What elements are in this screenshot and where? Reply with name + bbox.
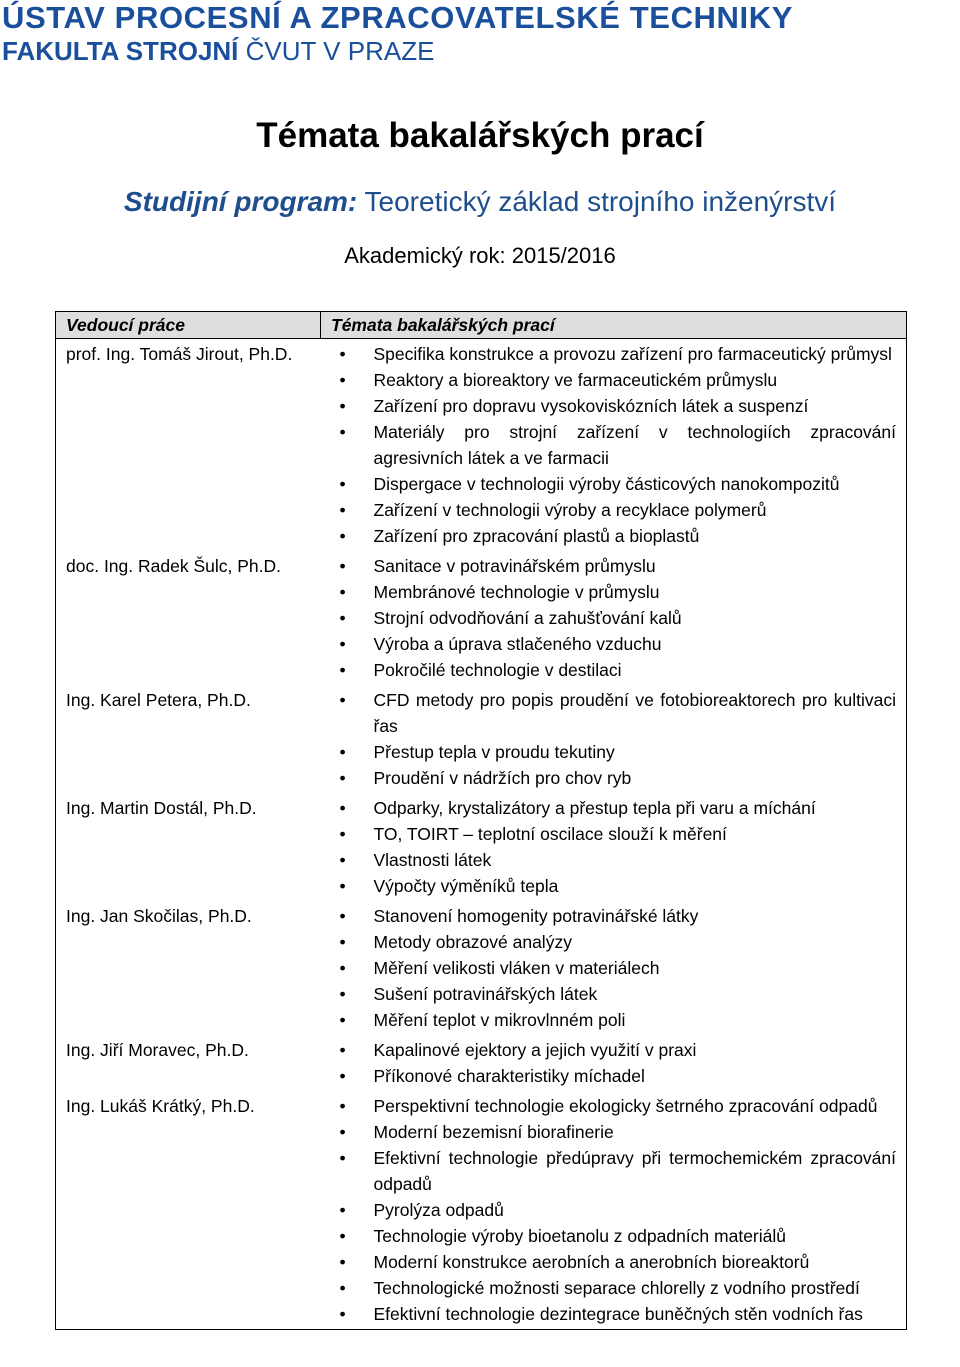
topics-cell [321,1035,907,1091]
topic-item: • Moderní bezemisní biorafinerie [321,1119,897,1145]
topic-item: • Membránové technologie v průmyslu [321,579,897,605]
topic-item: • Dispergace v technologii výroby částicových nanokompozitů [321,471,897,497]
table-row [56,551,907,685]
study-program [0,186,960,218]
topic-item: • Zařízení v technologii výroby a recyklace polymerů [321,497,897,523]
topic-list [321,687,897,791]
topic-item: • Efektivní technologie předúpravy při termochemickém zpracování odpadů [321,1145,897,1197]
topic-item: • Technologické možnosti separace chlorelly z vodního prostředí [321,1275,897,1301]
topic-list [321,1093,897,1327]
topic-item: • Technologie výroby bioetanolu z odpadních materiálů [321,1223,897,1249]
supervisor-cell: Ing. Karel Petera, Ph.D. [56,685,321,793]
topics-cell [321,339,907,552]
topic-item: • CFD metody pro popis proudění ve fotobioreaktorech pro kultivaci řas [321,687,897,739]
topic-list [321,1037,897,1089]
faculty-name [2,36,793,66]
faculty-label: FAKULTA STROJNÍ [2,36,239,66]
topic-item: • Reaktory a bioreaktory ve farmaceutickém průmyslu [321,367,897,393]
study-program-value: Teoretický základ strojního inženýrství [364,186,837,217]
topics-cell [321,901,907,1035]
topic-item: • Moderní konstrukce aerobních a anerobních bioreaktorů [321,1249,897,1275]
supervisor-cell: Ing. Jiří Moravec, Ph.D. [56,1035,321,1091]
topic-item: • Stanovení homogenity potravinářské látky [321,903,897,929]
topic-item: • Měření velikosti vláken v materiálech [321,955,897,981]
topic-item: • Příkonové charakteristiky míchadel [321,1063,897,1089]
topic-item: • Proudění v nádržích pro chov ryb [321,765,897,791]
supervisor-cell: prof. Ing. Tomáš Jirout, Ph.D. [56,339,321,552]
topic-item: • Výroba a úprava stlačeného vzduchu [321,631,897,657]
topic-list [321,795,897,899]
topics-cell [321,551,907,685]
university-label: ČVUT V PRAZE [245,36,435,66]
topic-item: • Sušení potravinářských látek [321,981,897,1007]
topic-item: • Měření teplot v mikrovlnném poli [321,1007,897,1033]
table-row [56,339,907,552]
page-title: Témata bakalářských prací [256,116,704,155]
supervisor-cell: Ing. Martin Dostál, Ph.D. [56,793,321,901]
topics-cell [321,685,907,793]
table-row [56,1091,907,1330]
topic-item: • Sanitace v potravinářském průmyslu [321,553,897,579]
topic-item: • Pokročilé technologie v destilaci [321,657,897,683]
topic-item: • Efektivní technologie dezintegrace buněčných stěn vodních řas [321,1301,897,1327]
table-row [56,1035,907,1091]
topic-item: • Perspektivní technologie ekologicky šetrného zpracování odpadů [321,1093,897,1119]
study-program-label: Studijní program: [123,186,358,217]
topic-item: • Metody obrazové analýzy [321,929,897,955]
supervisor-cell: Ing. Jan Skočilas, Ph.D. [56,901,321,1035]
topic-item: • Výpočty výměníků tepla [321,873,897,899]
topic-item: • Kapalinové ejektory a jejich využití v praxi [321,1037,897,1063]
topic-item: • Přestup tepla v proudu tekutiny [321,739,897,765]
topics-table [55,311,907,1330]
supervisor-cell: doc. Ing. Radek Šulc, Ph.D. [56,551,321,685]
academic-year: Akademický rok: 2015/2016 [344,243,616,268]
institute-logo [2,0,793,66]
topic-item: • TO, TOIRT – teplotní oscilace slouží k měření [321,821,897,847]
table-header-row [56,312,907,339]
table-row [56,901,907,1035]
institute-name: ÚSTAV PROCESNÍ A ZPRACOVATELSKÉ TECHNIKY [2,0,794,35]
topic-item: • Materiály pro strojní zařízení v technologiích zpracování agresivních látek a ve farmacii [321,419,897,471]
supervisor-column-header: Vedoucí práce [56,312,321,339]
topic-item: • Vlastnosti látek [321,847,897,873]
topics-cell [321,1091,907,1330]
topic-item: • Zařízení pro zpracování plastů a bioplastů [321,523,897,549]
topics-cell [321,793,907,901]
topic-item: • Pyrolýza odpadů [321,1197,897,1223]
topics-column-header: Témata bakalářských prací [321,312,907,339]
topic-list [321,553,897,683]
topic-item: • Zařízení pro dopravu vysokoviskózních látek a suspenzí [321,393,897,419]
topic-list [321,341,897,549]
topic-item: • Strojní odvodňování a zahušťování kalů [321,605,897,631]
topic-list [321,903,897,1033]
table-row [56,793,907,901]
supervisor-cell: Ing. Lukáš Krátký, Ph.D. [56,1091,321,1330]
table-row [56,685,907,793]
topic-item: • Odparky, krystalizátory a přestup tepla při varu a míchání [321,795,897,821]
topic-item: • Specifika konstrukce a provozu zařízení pro farmaceutický průmysl [321,341,897,367]
